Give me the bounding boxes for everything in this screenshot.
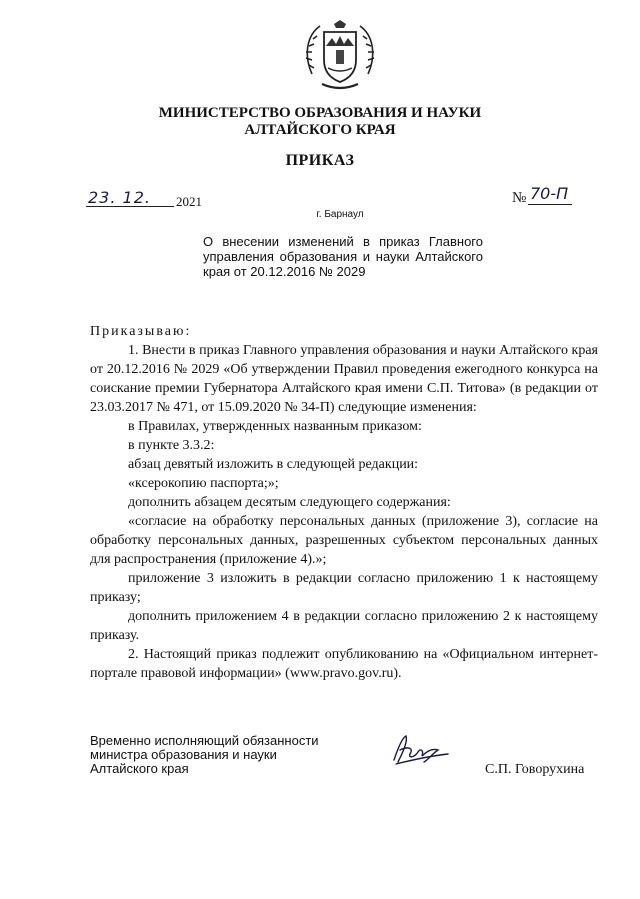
order-body bbox=[90, 322, 598, 683]
body-paragraph-7: «согласие на обработку персональных данных (приложение 3), согласие на обработку персональных данных, разрешенных субъектом персональных данных для распространения (приложение 4).»; bbox=[90, 514, 598, 567]
order-title: ПРИКАЗ bbox=[285, 152, 355, 169]
body-paragraph-1: 1. Внести в приказ Главного управления образования и науки Алтайского края от 20.12.2016 № 2029 «Об утверждении Правил проведения ежегодного конкурса на соискание премии Губернатора Алтайского края имени С.П. Титова» (в редакции от 23.03.2017 № 471, от 15.09.2020 № 34-П) следующие изменения: bbox=[90, 343, 598, 415]
signatory-position bbox=[90, 734, 319, 776]
order-subject: О внесении изменений в приказ Главного управления образования и науки Алтайского края от 20.12.2016 № 2029 bbox=[203, 234, 483, 279]
order-number-handwritten: 70-П bbox=[530, 184, 569, 203]
signatory-position-line1: Временно исполняющий обязанности bbox=[90, 733, 319, 748]
body-paragraph-9: дополнить приложением 4 в редакции согласно приложению 2 к настоящему приказу. bbox=[90, 609, 598, 643]
handwritten-signature bbox=[388, 730, 452, 768]
coat-of-arms-emblem bbox=[300, 16, 380, 96]
body-paragraph-6: дополнить абзацем десятым следующего содержания: bbox=[128, 495, 451, 510]
number-underline bbox=[528, 204, 572, 205]
ministry-name-line1: МИНИСТЕРСТВО ОБРАЗОВАНИЯ И НАУКИ bbox=[158, 105, 482, 121]
body-paragraph-5: «ксерокопию паспорта;»; bbox=[128, 476, 279, 491]
signatory-name: С.П. Говорухина bbox=[485, 762, 585, 777]
ministry-name-line2: АЛТАЙСКОГО КРАЯ bbox=[244, 122, 396, 138]
order-year: 2021 bbox=[176, 194, 202, 209]
order-city: г. Барнаул bbox=[316, 209, 364, 220]
body-paragraph-10: 2. Настоящий приказ подлежит опубликованию на «Официальном интернет-портале правовой информации» (www.pravo.gov.ru). bbox=[90, 647, 598, 681]
body-paragraph-4: абзац девятый изложить в следующей редакции: bbox=[128, 457, 419, 472]
body-paragraph-8: приложение 3 изложить в редакции согласно приложению 1 к настоящему приказу; bbox=[90, 571, 598, 605]
order-date-handwritten: 23. 12. bbox=[88, 188, 151, 207]
signatory-position-line2: министра образования и науки bbox=[90, 747, 277, 762]
body-lead: Приказываю: bbox=[90, 324, 192, 339]
date-underline bbox=[86, 206, 174, 207]
order-number-sign: № bbox=[512, 190, 527, 206]
signatory-position-line3: Алтайского края bbox=[90, 761, 189, 776]
body-paragraph-3: в пункте 3.3.2: bbox=[128, 438, 215, 453]
body-paragraph-2: в Правилах, утвержденных названным приказом: bbox=[128, 419, 422, 434]
